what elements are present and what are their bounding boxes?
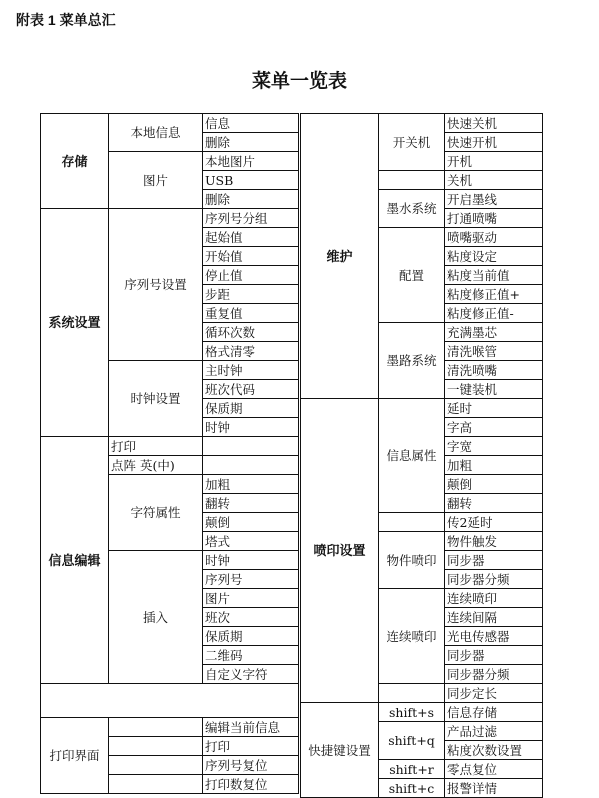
menu-item: 开启墨线 [445,190,543,209]
shortcut-key: shift+r [379,760,445,779]
menu-item: 同步器分频 [445,665,543,684]
menu-item: 自定义字符 [203,665,299,684]
menu-item: USB [203,171,299,190]
menu-item: 关机 [445,171,543,190]
local-info: 本地信息 [109,114,203,152]
clock-group: 时钟设置 [109,361,203,437]
menu-item: 同步器分频 [445,570,543,589]
menu-item: 粘度修正值- [445,304,543,323]
menu-item: 物件触发 [445,532,543,551]
image-group: 图片 [109,152,203,209]
right-menu-table [300,113,543,798]
menu-item: 喷嘴驱动 [445,228,543,247]
menu-item: 粘度次数设置 [445,741,543,760]
menu-item: 颠倒 [445,475,543,494]
inkpath-group: 墨路系统 [379,323,445,399]
object-print-group: 物件喷印 [379,532,445,589]
dot-matrix-item: 点阵 英(中) [109,456,203,475]
menu-item: 信息存储 [445,703,543,722]
menu-item: 信息 [203,114,299,133]
charattr-group: 字符属性 [109,475,203,551]
edit-label: 信息编辑 [41,437,109,684]
menu-item: 循环次数 [203,323,299,342]
menu-item: 二维码 [203,646,299,665]
menu-item: 延时 [445,399,543,418]
menu-item: 编辑当前信息 [203,718,299,737]
menu-item: 加粗 [203,475,299,494]
menu-item: 清洗喉管 [445,342,543,361]
menu-item: 保质期 [203,399,299,418]
menu-item: 粘度当前值 [445,266,543,285]
menu-item: 重复值 [203,304,299,323]
menu-item: 格式清零 [203,342,299,361]
menu-item: 充满墨芯 [445,323,543,342]
info-attr-group: 信息属性 [379,399,445,513]
printui-label: 打印界面 [41,718,109,794]
printset-label: 喷印设置 [301,399,379,703]
menu-item: 序列号复位 [203,756,299,775]
menu-item: 连续喷印 [445,589,543,608]
menu-item: 翻转 [203,494,299,513]
menu-item: 零点复位 [445,760,543,779]
appendix-header: 附表 1 菜单总汇 [16,12,116,28]
menu-item: 字宽 [445,437,543,456]
menu-item: 一键装机 [445,380,543,399]
menu-item: 时钟 [203,551,299,570]
menu-item: 保质期 [203,627,299,646]
menu-item: 同步定长 [445,684,543,703]
menu-item: 清洗喷嘴 [445,361,543,380]
menu-item: 光电传感器 [445,627,543,646]
menu-item: 班次代码 [203,380,299,399]
left-menu-table [40,113,299,794]
print-item: 打印 [109,437,203,456]
menu-item: 开机 [445,152,543,171]
menu-item: 字高 [445,418,543,437]
menu-item: 快速关机 [445,114,543,133]
menu-item: 塔式 [203,532,299,551]
menu-item: 加粗 [445,456,543,475]
menu-item: 步距 [203,285,299,304]
menu-item: 序列号分组 [203,209,299,228]
menu-item: 删除 [203,190,299,209]
menu-item: 起始值 [203,228,299,247]
menu-item: 快速开机 [445,133,543,152]
menu-item: 本地图片 [203,152,299,171]
continuous-print-group: 连续喷印 [379,589,445,684]
ink-group: 墨水系统 [379,190,445,228]
shortcut-label: 快捷键设置 [301,703,379,798]
page-title: 菜单一览表 [251,71,347,92]
blank-row [41,684,299,718]
menu-item: 停止值 [203,266,299,285]
menu-item: 粘度设定 [445,247,543,266]
menu-item: 打通喷嘴 [445,209,543,228]
menu-item: 同步器 [445,646,543,665]
menu-item: 打印 [203,737,299,756]
menu-item: 翻转 [445,494,543,513]
menu-item: 传2延时 [445,513,543,532]
menu-item: 时钟 [203,418,299,437]
storage-label: 存储 [41,114,109,209]
menu-item: 颠倒 [203,513,299,532]
system-label: 系统设置 [41,209,109,437]
shortcut-key: shift+s [379,703,445,722]
maintain-label: 维护 [301,114,379,399]
menu-item: 连续间隔 [445,608,543,627]
menu-item: 产品过滤 [445,722,543,741]
menu-item: 序列号 [203,570,299,589]
menu-item: 粘度修正值+ [445,285,543,304]
menu-item: 开始值 [203,247,299,266]
menu-item: 报警详情 [445,779,543,798]
shortcut-key: shift+c [379,779,445,798]
menu-item: 删除 [203,133,299,152]
menu-item: 图片 [203,589,299,608]
serial-group: 序列号设置 [109,209,203,361]
config-group: 配置 [379,228,445,323]
menu-item: 同步器 [445,551,543,570]
menu-item: 班次 [203,608,299,627]
menu-item: 主时钟 [203,361,299,380]
insert-group: 插入 [109,551,203,684]
menu-item: 打印数复位 [203,775,299,794]
shortcut-key: shift+q [379,722,445,760]
power-group: 开关机 [379,114,445,171]
